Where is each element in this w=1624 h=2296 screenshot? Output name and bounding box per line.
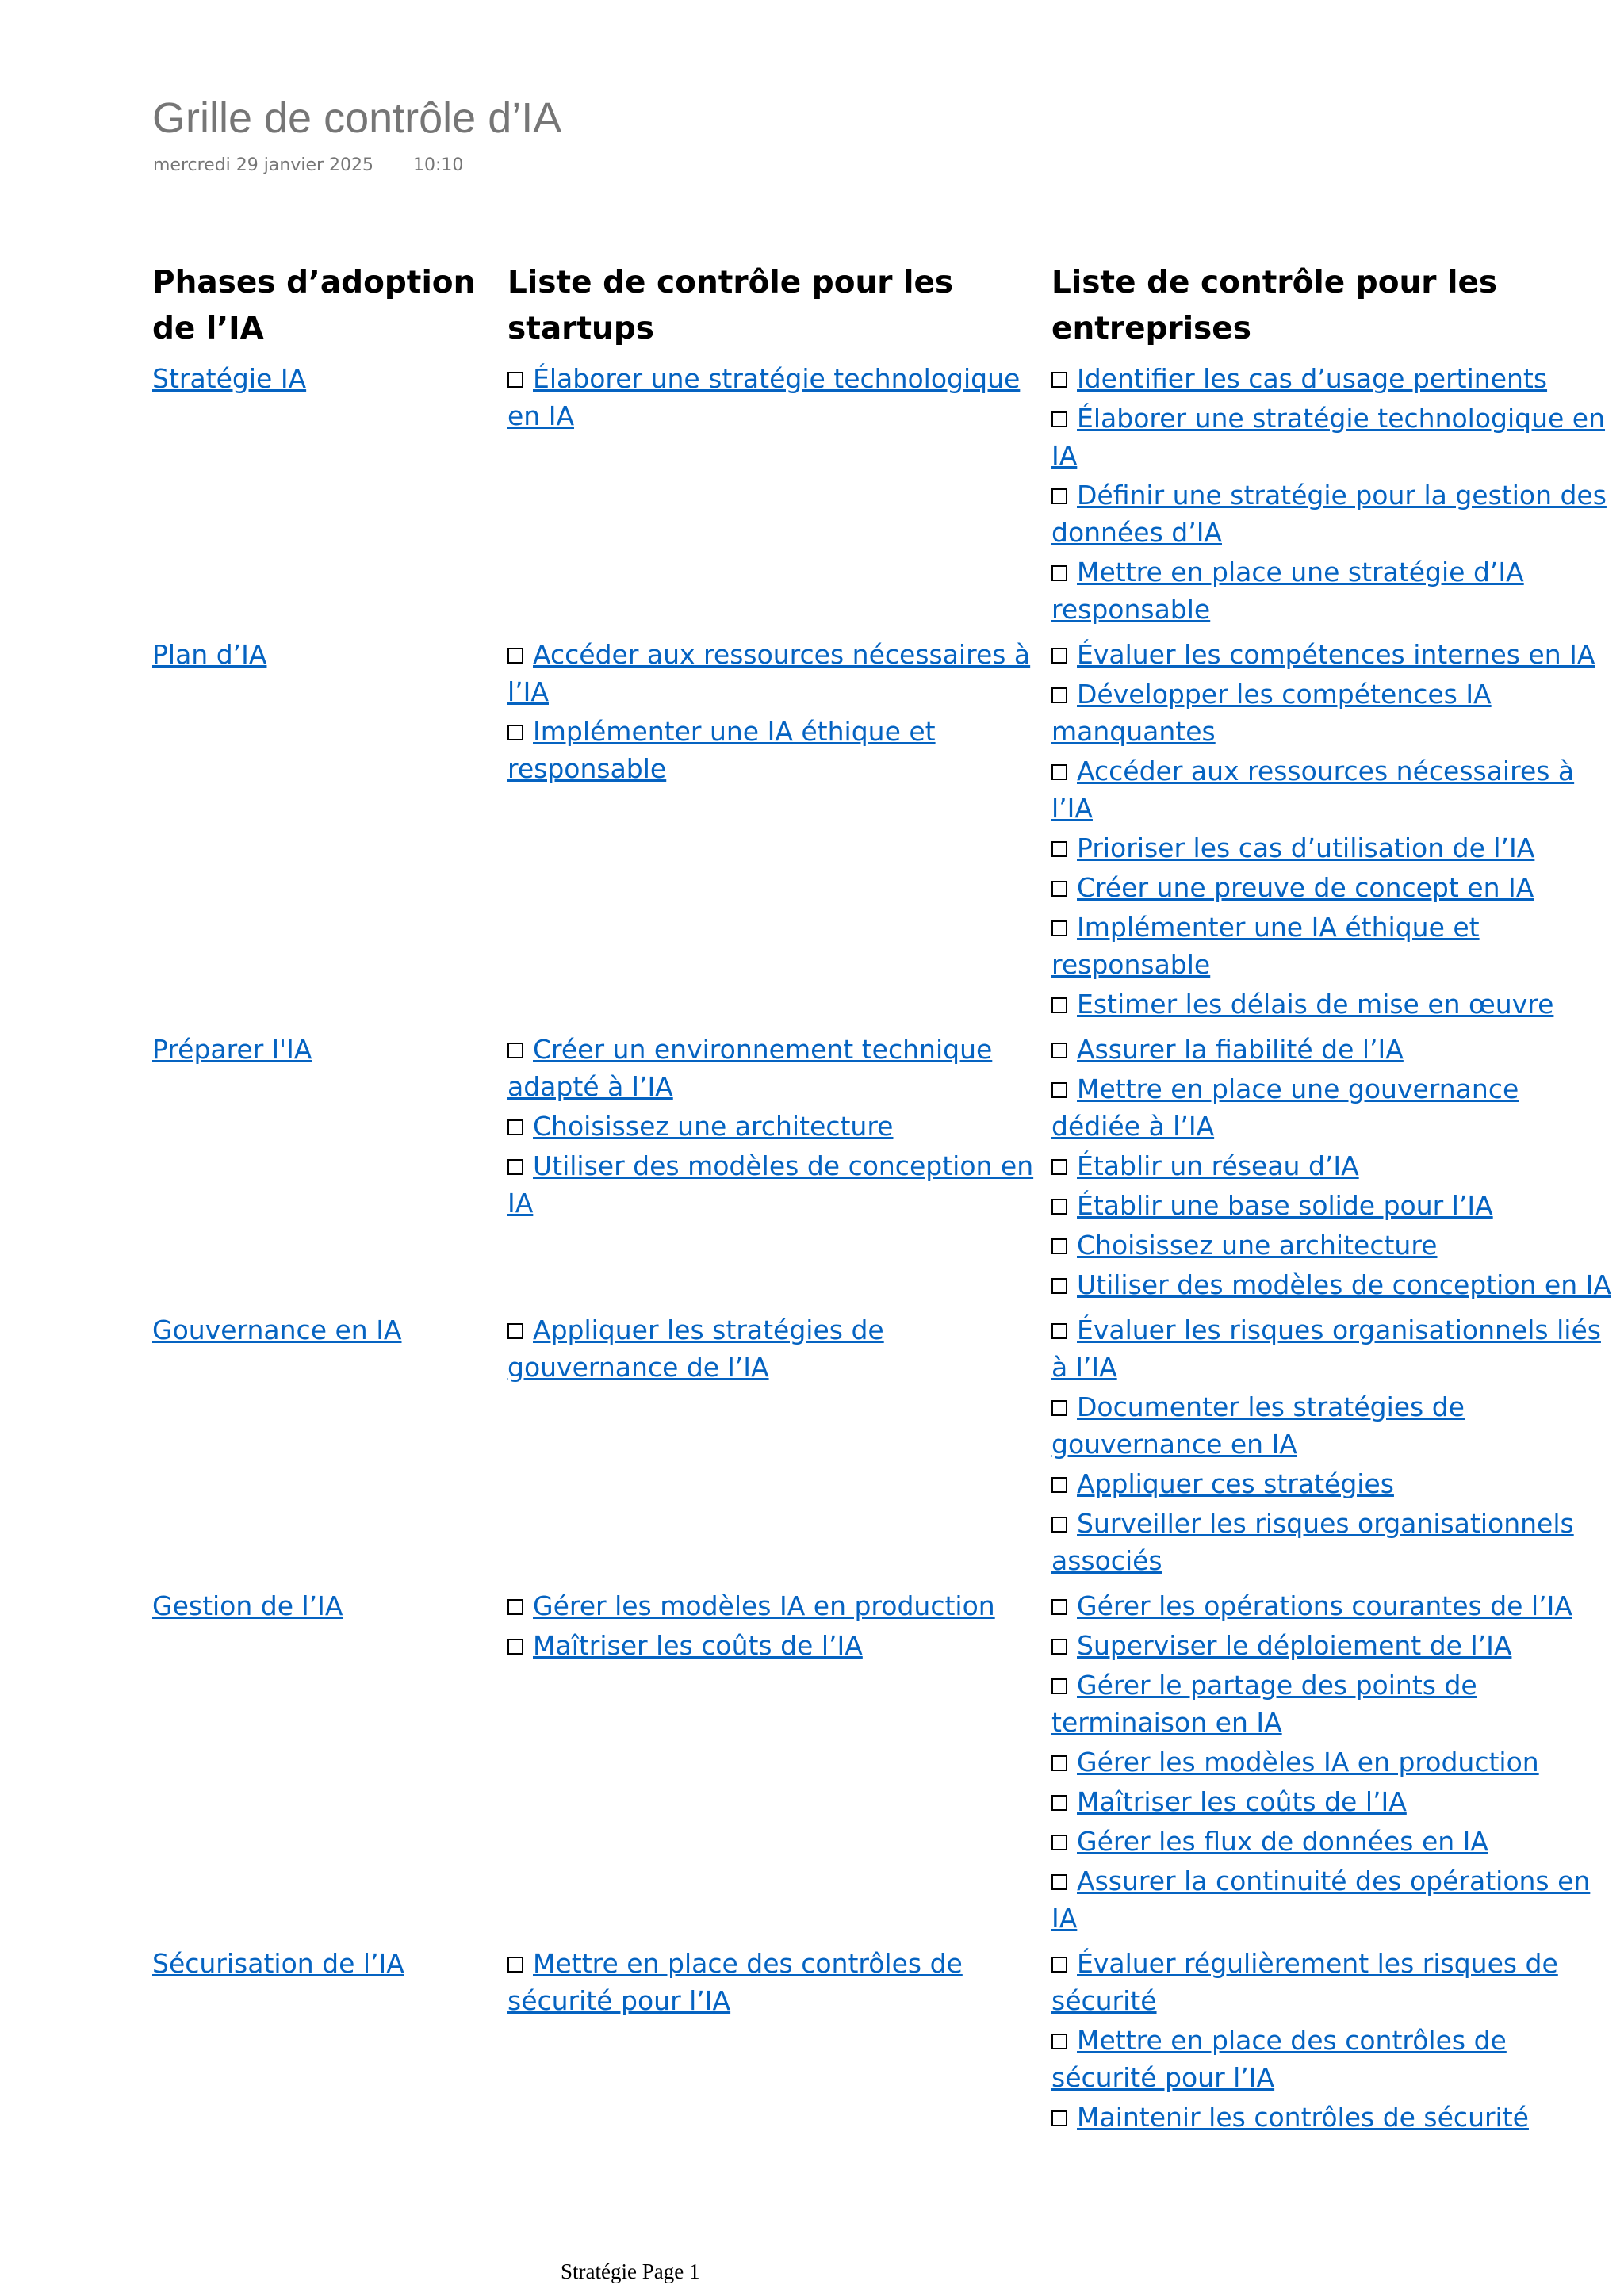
checklist-item <box>1051 1266 1613 1303</box>
checklist-item-link[interactable]: Implémenter une IA éthique et responsable <box>508 716 936 784</box>
checkbox[interactable] <box>508 1957 523 1973</box>
checkbox[interactable] <box>508 1119 523 1135</box>
checklist-item-link[interactable]: Assurer la continuité des opérations en IA <box>1051 1866 1591 1934</box>
checklist-item <box>1051 1743 1613 1781</box>
enterprises-cell <box>1051 360 1619 628</box>
checkbox[interactable] <box>508 372 523 388</box>
startups-cell <box>508 1031 1051 1303</box>
checklist-item-link[interactable]: Mettre en place des contrôles de sécurité pour l’IA <box>1051 2025 1507 2093</box>
phase-link[interactable]: Gouvernance en IA <box>152 1314 402 1345</box>
checklist-item <box>508 1627 1045 1664</box>
checkbox[interactable] <box>1051 372 1067 388</box>
checklist-item-link[interactable]: Mettre en place une stratégie d’IA responsable <box>1051 557 1524 625</box>
checklist-item-link[interactable]: Gérer les modèles IA en production <box>533 1590 995 1621</box>
startups-cell <box>508 636 1051 1023</box>
phase-cell <box>152 1031 508 1303</box>
checkbox[interactable] <box>508 1323 523 1339</box>
checkbox[interactable] <box>1051 997 1067 1013</box>
checkbox[interactable] <box>1051 841 1067 857</box>
page-date: mercredi 29 janvier 2025 <box>153 155 374 175</box>
checkbox[interactable] <box>1051 565 1067 581</box>
checkbox[interactable] <box>1051 488 1067 504</box>
checklist-item <box>508 1031 1045 1105</box>
checklist-item <box>1051 1505 1613 1579</box>
checklist-item <box>1051 1862 1613 1937</box>
checklist-item <box>508 1945 1045 2019</box>
checkbox[interactable] <box>1051 1082 1067 1098</box>
checkbox[interactable] <box>1051 881 1067 897</box>
checklist-item-link[interactable]: Élaborer une stratégie technologique en IA <box>508 363 1021 431</box>
table-row <box>152 1311 1619 1579</box>
checklist-item-link[interactable]: Choisissez une architecture <box>1077 1230 1438 1261</box>
checklist-item <box>1051 752 1613 827</box>
startups-cell <box>508 1945 1051 2136</box>
startups-cell <box>508 360 1051 628</box>
checkbox[interactable] <box>508 1043 523 1058</box>
checklist-item <box>1051 675 1613 750</box>
checkbox[interactable] <box>1051 687 1067 703</box>
checklist-item-link[interactable]: Mettre en place une gouvernance dédiée à l’IA <box>1051 1073 1519 1142</box>
checklist-item-link[interactable]: Assurer la fiabilité de l’IA <box>1077 1034 1404 1065</box>
checkbox[interactable] <box>1051 1517 1067 1533</box>
checklist-item-link[interactable]: Surveiller les risques organisationnels associés <box>1051 1508 1574 1576</box>
table-row <box>152 636 1619 1023</box>
checklist-item <box>1051 2022 1613 2096</box>
checklist-item <box>508 713 1045 787</box>
checkbox[interactable] <box>508 1159 523 1175</box>
checklist-item-link[interactable]: Évaluer les risques organisationnels liés à l’IA <box>1051 1314 1601 1383</box>
checkbox[interactable] <box>1051 764 1067 780</box>
checklist-item <box>1051 869 1613 906</box>
table-row <box>152 360 1619 628</box>
page-footer: Stratégie Page 1 <box>561 2260 700 2283</box>
checklist-item-link[interactable]: Superviser le déploiement de l’IA <box>1077 1630 1512 1661</box>
checklist-item-link[interactable]: Maîtriser les coûts de l’IA <box>1077 1786 1407 1817</box>
phase-cell <box>152 1945 508 2136</box>
checklist-item <box>1051 829 1613 867</box>
checklist-item-link[interactable]: Évaluer régulièrement les risques de sécurité <box>1051 1948 1558 2016</box>
checklist-item <box>1051 360 1613 397</box>
checklist-item <box>1051 1587 1613 1624</box>
checklist-item <box>508 1587 1045 1624</box>
checkbox[interactable] <box>508 1599 523 1615</box>
checkbox[interactable] <box>1051 1400 1067 1416</box>
checklist-item <box>1051 636 1613 673</box>
checkbox[interactable] <box>1051 1678 1067 1694</box>
checkbox[interactable] <box>1051 1159 1067 1175</box>
checklist-item-link[interactable]: Créer une preuve de concept en IA <box>1077 872 1534 903</box>
enterprises-cell <box>1051 1311 1619 1579</box>
checklist-item-link[interactable]: Développer les compétences IA manquantes <box>1051 679 1492 747</box>
checklist-item-link[interactable]: Créer un environnement technique adapté à l’IA <box>508 1034 993 1102</box>
checkbox[interactable] <box>1051 1599 1067 1615</box>
checkbox[interactable] <box>1051 1957 1067 1973</box>
checklist-item-link[interactable]: Maîtriser les coûts de l’IA <box>533 1630 863 1661</box>
checklist-item <box>508 636 1045 710</box>
checkbox[interactable] <box>508 725 523 740</box>
checklist-item-link[interactable]: Mettre en place des contrôles de sécurité pour l’IA <box>508 1948 963 2016</box>
phase-link[interactable]: Stratégie IA <box>152 363 307 394</box>
phase-cell <box>152 1587 508 1937</box>
checklist-item-link[interactable]: Utiliser des modèles de conception en IA <box>508 1150 1034 1219</box>
checklist-item <box>1051 1945 1613 2019</box>
checklist-item <box>508 360 1045 434</box>
checkbox[interactable] <box>1051 2110 1067 2126</box>
checklist-item <box>1051 476 1613 551</box>
checkbox[interactable] <box>1051 1278 1067 1294</box>
checklist-item-link[interactable]: Accéder aux ressources nécessaires à l’IA <box>508 639 1031 707</box>
checklist-item-link[interactable]: Accéder aux ressources nécessaires à l’IA <box>1051 756 1575 824</box>
checkbox[interactable] <box>1051 1477 1067 1493</box>
checklist-item <box>1051 1465 1613 1502</box>
table-row <box>152 1587 1619 1937</box>
checklist-item-link[interactable]: Élaborer une stratégie technologique en IA <box>1051 403 1606 471</box>
checklist-item-link[interactable]: Gérer les flux de données en IA <box>1077 1826 1488 1857</box>
checklist-item-link[interactable]: Établir un réseau d’IA <box>1077 1150 1359 1181</box>
checklist-item <box>508 1311 1045 1386</box>
checkbox[interactable] <box>1051 1043 1067 1058</box>
table-row <box>152 1031 1619 1303</box>
checklist-item-link[interactable]: Identifier les cas d’usage pertinents <box>1077 363 1548 394</box>
checkbox[interactable] <box>1051 1639 1067 1655</box>
header-enterprises: Liste de contrôle pour les entreprises <box>1051 265 1498 346</box>
checkbox[interactable] <box>1051 920 1067 936</box>
checklist-item <box>1051 1070 1613 1145</box>
checklist-item-link[interactable]: Estimer les délais de mise en œuvre <box>1077 989 1554 1020</box>
enterprises-cell <box>1051 1945 1619 2136</box>
checkbox[interactable] <box>1051 2034 1067 2049</box>
checklist-item <box>1051 1783 1613 1820</box>
checkbox[interactable] <box>1051 648 1067 664</box>
checklist-item <box>1051 1147 1613 1184</box>
table-body <box>152 360 1619 2136</box>
checkbox[interactable] <box>1051 1238 1067 1254</box>
checklist-item-link[interactable]: Définir une stratégie pour la gestion des données d’IA <box>1051 480 1607 548</box>
checklist-item <box>1051 1031 1613 1068</box>
checklist-item <box>1051 985 1613 1023</box>
checkbox[interactable] <box>508 1639 523 1655</box>
checkbox[interactable] <box>1051 411 1067 427</box>
enterprises-cell <box>1051 1587 1619 1937</box>
checklist-item <box>1051 1823 1613 1860</box>
enterprises-cell <box>1051 636 1619 1023</box>
checkbox[interactable] <box>1051 1835 1067 1850</box>
checklist-item <box>508 1108 1045 1145</box>
phase-link[interactable]: Plan d’IA <box>152 639 267 670</box>
checklist-item-link[interactable]: Implémenter une IA éthique et responsable <box>1051 912 1480 980</box>
page-time: 10:10 <box>413 155 464 175</box>
checkbox[interactable] <box>1051 1199 1067 1215</box>
checklist-item-link[interactable]: Maintenir les contrôles de sécurité <box>1077 2102 1529 2133</box>
checkbox[interactable] <box>1051 1323 1067 1339</box>
checkbox[interactable] <box>508 648 523 664</box>
checklist-item <box>1051 1226 1613 1264</box>
enterprises-cell <box>1051 1031 1619 1303</box>
header-phases: Phases d’adoption de l’IA <box>152 265 476 346</box>
checklist-item-link[interactable]: Gérer le partage des points de terminaison en IA <box>1051 1670 1477 1738</box>
checkbox[interactable] <box>1051 1755 1067 1771</box>
checklist-item <box>1051 553 1613 628</box>
phase-cell <box>152 636 508 1023</box>
checklist-item-link[interactable]: Appliquer ces stratégies <box>1077 1468 1394 1499</box>
checklist-item <box>1051 1667 1613 1741</box>
checklist-item-link[interactable]: Gérer les opérations courantes de l’IA <box>1077 1590 1572 1621</box>
checklist-item <box>1051 400 1613 474</box>
checklist-item-link[interactable]: Appliquer les stratégies de gouvernance de l’IA <box>508 1314 884 1383</box>
checklist-item-link[interactable]: Prioriser les cas d’utilisation de l’IA <box>1077 832 1535 863</box>
checklist-item <box>1051 2099 1613 2136</box>
checkbox[interactable] <box>1051 1795 1067 1811</box>
table-header-row <box>152 260 1619 352</box>
page-title: Grille de contrôle d’IA <box>152 94 562 142</box>
checklist-item <box>1051 1627 1613 1664</box>
checklist-item <box>1051 1187 1613 1224</box>
startups-cell <box>508 1311 1051 1579</box>
checklist-item-link[interactable]: Établir une base solide pour l’IA <box>1077 1190 1493 1221</box>
checklist-table <box>152 260 1619 2136</box>
header-startups: Liste de contrôle pour les startups <box>508 265 954 346</box>
phase-link[interactable]: Préparer l'IA <box>152 1034 312 1065</box>
checklist-item <box>1051 909 1613 983</box>
startups-cell <box>508 1587 1051 1937</box>
checklist-item-link[interactable]: Choisissez une architecture <box>533 1111 894 1142</box>
checklist-item-link[interactable]: Gérer les modèles IA en production <box>1077 1747 1539 1777</box>
phase-link[interactable]: Gestion de l’IA <box>152 1590 343 1621</box>
checklist-item <box>508 1147 1045 1222</box>
checkbox[interactable] <box>1051 1874 1067 1890</box>
phase-link[interactable]: Sécurisation de l’IA <box>152 1948 404 1979</box>
checklist-item-link[interactable]: Évaluer les compétences internes en IA <box>1077 639 1595 670</box>
phase-cell <box>152 360 508 628</box>
checklist-item <box>1051 1388 1613 1463</box>
page-meta <box>153 155 463 175</box>
phase-cell <box>152 1311 508 1579</box>
checklist-item-link[interactable]: Utiliser des modèles de conception en IA <box>1077 1269 1611 1300</box>
table-row <box>152 1945 1619 2136</box>
checklist-item-link[interactable]: Documenter les stratégies de gouvernance en IA <box>1051 1391 1465 1460</box>
checklist-item <box>1051 1311 1613 1386</box>
